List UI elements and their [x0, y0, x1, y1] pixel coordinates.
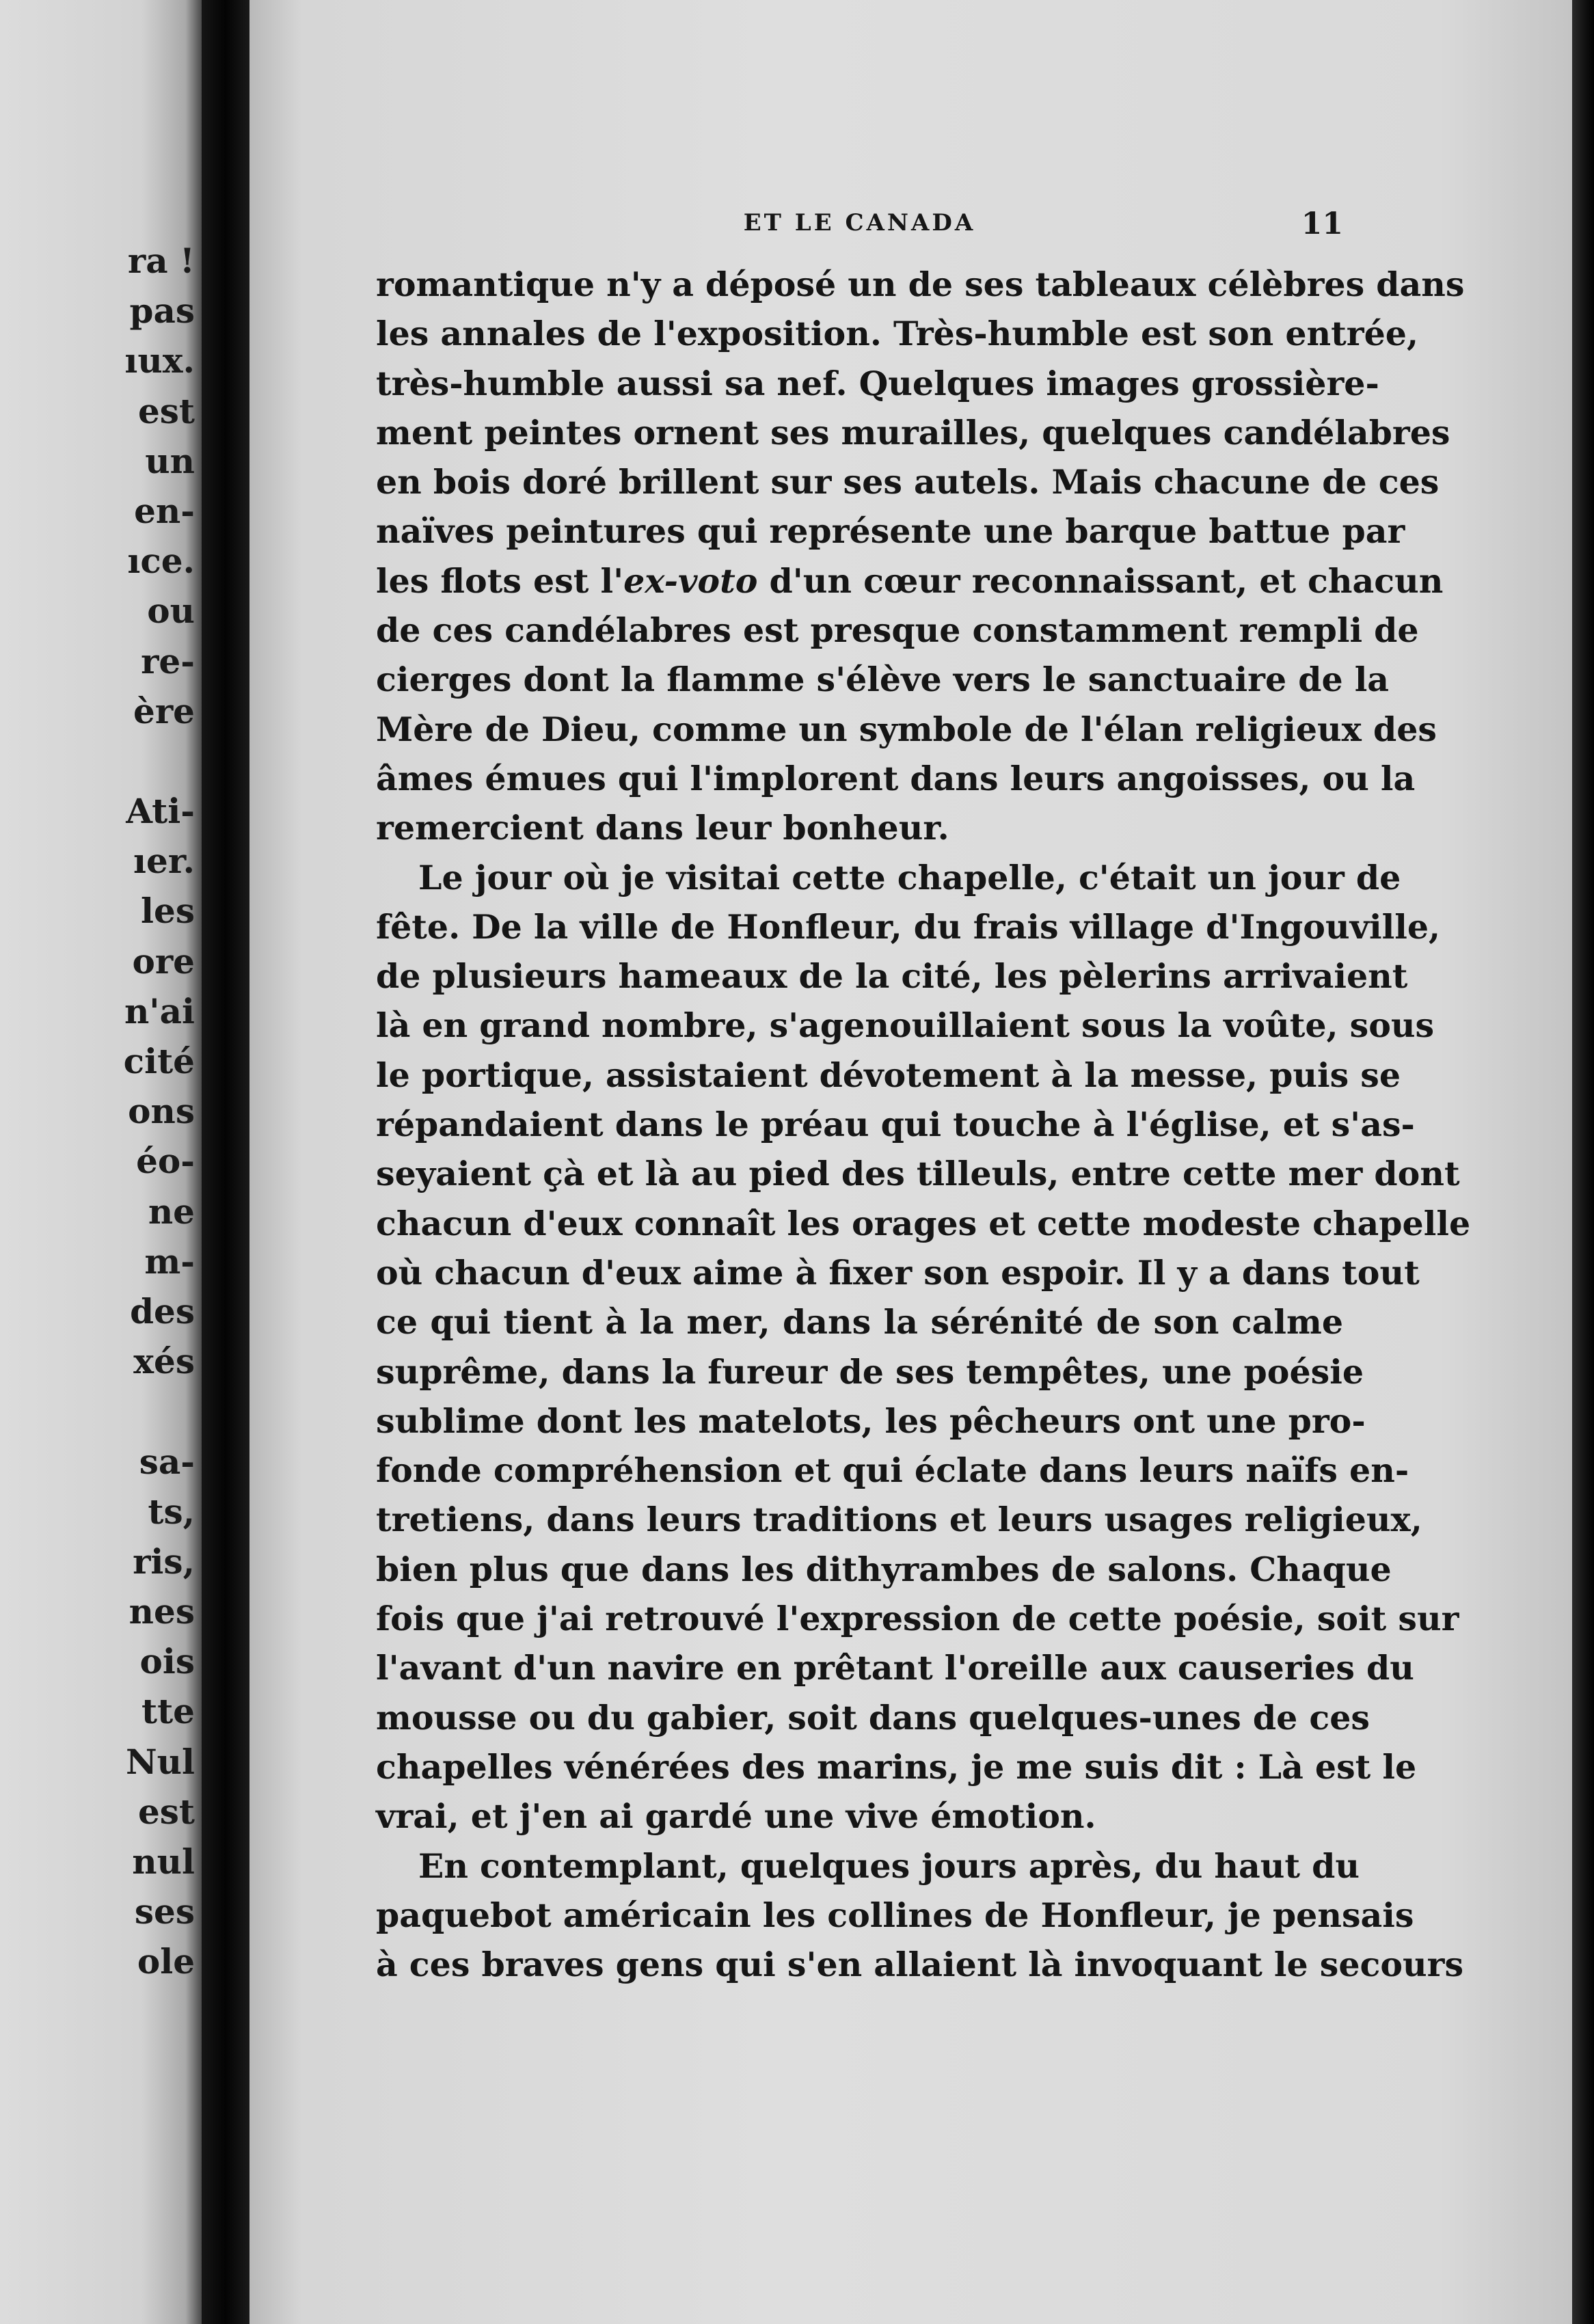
- left-fragment: est: [137, 390, 195, 431]
- page-number: 11: [1301, 206, 1343, 241]
- left-fragment: n'ai: [124, 990, 195, 1031]
- text-line: paquebot américain les collines de Honfleur, je pensais: [376, 1895, 1414, 1935]
- left-page-text-fragments: [0, 236, 195, 1987]
- text-line: suprême, dans la fureur de ses tempêtes, une poésie: [376, 1351, 1364, 1392]
- italic-term: ex-voto: [623, 560, 758, 601]
- right-page-edge: [1572, 0, 1594, 2324]
- text-line: sublime dont les matelots, les pêcheurs ont une pro-: [376, 1401, 1366, 1441]
- text-line: bien plus que dans les dithyrambes de salons. Chaque: [376, 1549, 1392, 1589]
- text-line: chacun d'eux connaît les orages et cette modeste chapelle: [376, 1203, 1471, 1243]
- left-fragment: ıce.: [127, 541, 195, 582]
- text-line: seyaient çà et là au pied des tilleuls, entre cette mer dont: [376, 1154, 1460, 1194]
- text-line: tretiens, dans leurs traditions et leurs usages religieux,: [376, 1500, 1422, 1540]
- text-line: l'avant d'un navire en prêtant l'oreille aux causeries du: [376, 1648, 1414, 1688]
- left-fragment: nul: [132, 1841, 195, 1882]
- text-line: le portique, assistaient dévotement à la messe, puis se: [376, 1055, 1401, 1095]
- left-fragment: ıer.: [133, 841, 195, 882]
- left-fragment: ois: [139, 1641, 195, 1682]
- text-line: très-humble aussi sa nef. Quelques images grossière-: [376, 363, 1379, 403]
- text-line: romantique n'y a déposé un de ses tableaux célèbres dans: [376, 265, 1465, 304]
- left-fragment: ère: [133, 690, 195, 731]
- text-line: où chacun d'eux aime à fixer son espoir. Il y a dans tout: [376, 1252, 1420, 1293]
- left-fragment: est: [137, 1791, 195, 1832]
- left-fragment: les: [141, 891, 195, 932]
- text-segment: les flots est l': [376, 560, 624, 601]
- left-fragment: un: [145, 440, 195, 481]
- text-line: ment peintes ornent ses murailles, quelques candélabres: [376, 412, 1450, 452]
- left-fragment: ra !: [127, 241, 195, 281]
- text-line: âmes émues qui l'implorent dans leurs angoisses, ou la: [376, 758, 1416, 798]
- running-title: ET LE CANADA: [743, 209, 976, 237]
- text-line: de ces candélabres est presque constamment rempli de: [376, 610, 1419, 651]
- left-fragment: cité: [123, 1041, 195, 1081]
- text-line: fête. De la ville de Honfleur, du frais village d'Ingouville,: [376, 906, 1441, 947]
- running-head: [376, 206, 1343, 247]
- text-line: Mère de Dieu, comme un symbole de l'élan religieux des: [376, 709, 1437, 749]
- text-line: remercient dans leur bonheur.: [376, 808, 949, 848]
- text-line: ce qui tient à la mer, dans la sérénité de son calme: [376, 1302, 1343, 1342]
- text-line: répandaient dans le préau qui touche à l'église, et s'as-: [376, 1105, 1415, 1145]
- left-fragment: ıux.: [124, 340, 195, 381]
- left-fragment: ses: [134, 1891, 195, 1932]
- left-fragment: ore: [132, 941, 195, 982]
- left-fragment: m-: [144, 1241, 195, 1282]
- text-line: là en grand nombre, s'agenouillaient sous la voûte, sous: [376, 1005, 1435, 1046]
- left-fragment: ons: [128, 1091, 195, 1132]
- text-segment: d'un cœur reconnaissant, et chacun: [757, 560, 1444, 601]
- text-line: fois que j'ai retrouvé l'expression de cette poésie, soit sur: [376, 1599, 1459, 1639]
- left-fragment: [0, 1386, 195, 1436]
- left-fragment: sa-: [139, 1441, 195, 1482]
- text-line: chapelles vénérées des marins, je me suis dit : Là est le: [376, 1746, 1417, 1787]
- paragraph-start-line: En contemplant, quelques jours après, du haut du: [418, 1846, 1360, 1886]
- text-line: à ces braves gens qui s'en allaient là invoquant le secours: [376, 1945, 1464, 1985]
- text-line: [376, 556, 1444, 606]
- left-fragment: re-: [141, 640, 195, 681]
- left-fragment: ole: [137, 1941, 195, 1982]
- left-fragment: ts,: [148, 1491, 195, 1532]
- left-fragment: xés: [133, 1341, 195, 1382]
- text-line: de plusieurs hameaux de la cité, les pèlerins arrivaient: [376, 956, 1408, 997]
- left-fragment: nes: [129, 1591, 195, 1632]
- book-gutter: [202, 0, 249, 2324]
- left-fragment: ris,: [133, 1541, 195, 1582]
- left-page-edge: [0, 0, 202, 2324]
- left-fragment: tte: [141, 1691, 195, 1732]
- text-line: fonde compréhension et qui éclate dans leurs naïfs en-: [376, 1450, 1409, 1491]
- left-fragment: pas: [129, 290, 195, 332]
- left-fragment: éo-: [136, 1141, 195, 1182]
- left-fragment: Ati-: [126, 791, 195, 832]
- body-text: [376, 260, 1471, 1989]
- left-fragment: ou: [147, 591, 195, 632]
- text-line: les annales de l'exposition. Très-humble est son entrée,: [376, 314, 1419, 354]
- paragraph-start-line: Le jour où je visitai cette chapelle, c'était un jour de: [418, 857, 1401, 897]
- left-fragment: ne: [148, 1191, 195, 1232]
- left-fragment: en-: [134, 490, 195, 531]
- left-fragment: Nul: [125, 1741, 195, 1782]
- text-line: cierges dont la flamme s'élève vers le sanctuaire de la: [376, 660, 1390, 700]
- left-fragment: [0, 736, 195, 786]
- text-line: en bois doré brillent sur ses autels. Mais chacune de ces: [376, 462, 1440, 502]
- text-line: mousse ou du gabier, soit dans quelques-unes de ces: [376, 1697, 1370, 1738]
- text-line: naïves peintures qui représente une barque battue par: [376, 511, 1405, 552]
- left-fragment: des: [130, 1291, 195, 1332]
- text-line: vrai, et j'en ai gardé une vive émotion.: [376, 1796, 1096, 1837]
